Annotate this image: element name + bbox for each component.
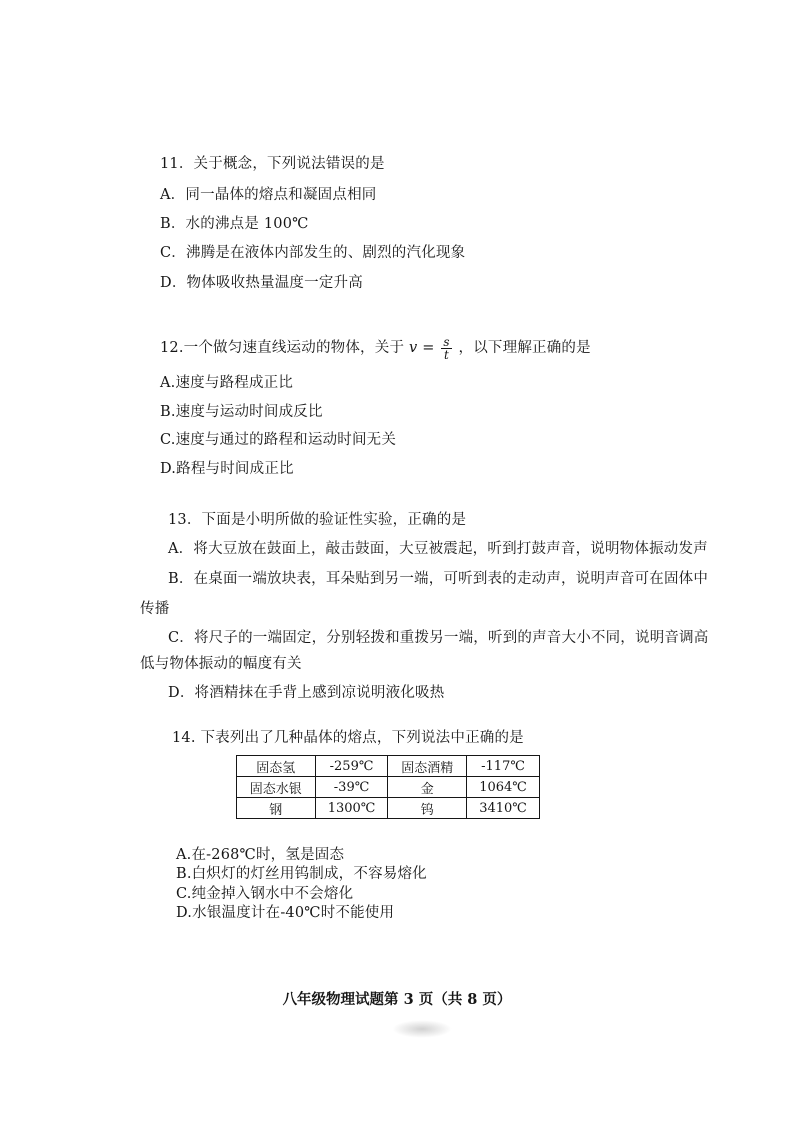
q14-option-c: C.纯金掉入钢水中不会熔化 — [176, 886, 354, 902]
scan-smudge — [392, 1020, 452, 1038]
q11-option-a: A．同一晶体的熔点和凝固点相同 — [160, 187, 377, 203]
q12-option-b: B.速度与运动时间成反比 — [160, 404, 323, 420]
formula-numerator: s — [443, 334, 450, 349]
table-cell: 金 — [388, 777, 467, 798]
q11-option-b: B．水的沸点是 100℃ — [160, 216, 309, 232]
q11-stem: 11．关于概念，下列说法错误的是 — [160, 156, 385, 172]
q14-option-a: A.在-268℃时，氢是固态 — [176, 847, 345, 863]
table-cell: 固态酒精 — [388, 756, 467, 777]
table-cell: 固态水银 — [237, 777, 316, 798]
table-row — [237, 756, 540, 777]
q13-option-a: A．将大豆放在鼓面上，敲击鼓面，大豆被震起，听到打鼓声音，说明物体振动发声 — [168, 541, 708, 557]
q12-option-d: D.路程与时间成正比 — [160, 461, 294, 477]
q14-option-d: D.水银温度计在-40℃时不能使用 — [176, 905, 395, 921]
table-cell: 1300℃ — [315, 798, 388, 819]
formula-denominator: t — [444, 347, 450, 362]
table-cell: -259℃ — [315, 756, 388, 777]
q14-stem: 14. 下表列出了几种晶体的熔点，下列说法中正确的是 — [172, 730, 524, 746]
table-cell: 3410℃ — [467, 798, 540, 819]
table-cell: 固态氢 — [237, 756, 316, 777]
q12-stem — [160, 333, 591, 363]
table-cell: 钢 — [237, 798, 316, 819]
table-cell: -117℃ — [467, 756, 540, 777]
q13-option-b: B．在桌面一端放块表，耳朵贴到另一端，可听到表的走动声，说明声音可在固体中 — [168, 571, 709, 587]
formula-fraction — [441, 336, 451, 361]
q13-option-d: D．将酒精抹在手背上感到凉说明液化吸热 — [168, 685, 445, 701]
q13-option-c: C．将尺子的一端固定，分别轻拨和重拨另一端，听到的声音大小不同，说明音调高 — [168, 630, 709, 646]
page-footer: 八年级物理试题第 3 页（共 8 页） — [282, 991, 512, 1008]
formula-v: v — [408, 340, 418, 356]
q12-stem-after: ，以下理解正确的是 — [458, 340, 591, 356]
q14-option-b: B.白炽灯的灯丝用钨制成，不容易熔化 — [176, 866, 427, 882]
table-cell: 钨 — [388, 798, 467, 819]
q12-stem-before: 12.一个做匀速直线运动的物体，关于 — [160, 340, 405, 356]
table-row — [237, 798, 540, 819]
table-cell: 1064℃ — [467, 777, 540, 798]
q11-option-c: C．沸腾是在液体内部发生的、剧烈的汽化现象 — [160, 245, 466, 261]
q11-option-d: D．物体吸收热量温度一定升高 — [160, 275, 363, 291]
formula-eq: = — [417, 340, 440, 356]
q13-stem: 13．下面是小明所做的验证性实验，正确的是 — [168, 512, 467, 528]
melting-point-table — [236, 755, 540, 819]
table-cell: -39℃ — [315, 777, 388, 798]
q13-option-b-cont: 传播 — [140, 601, 170, 617]
table-row — [237, 777, 540, 798]
q12-option-a: A.速度与路程成正比 — [160, 375, 294, 391]
q12-option-c: C.速度与通过的路程和运动时间无关 — [160, 432, 397, 448]
q13-option-c-cont: 低与物体振动的幅度有关 — [140, 656, 302, 672]
